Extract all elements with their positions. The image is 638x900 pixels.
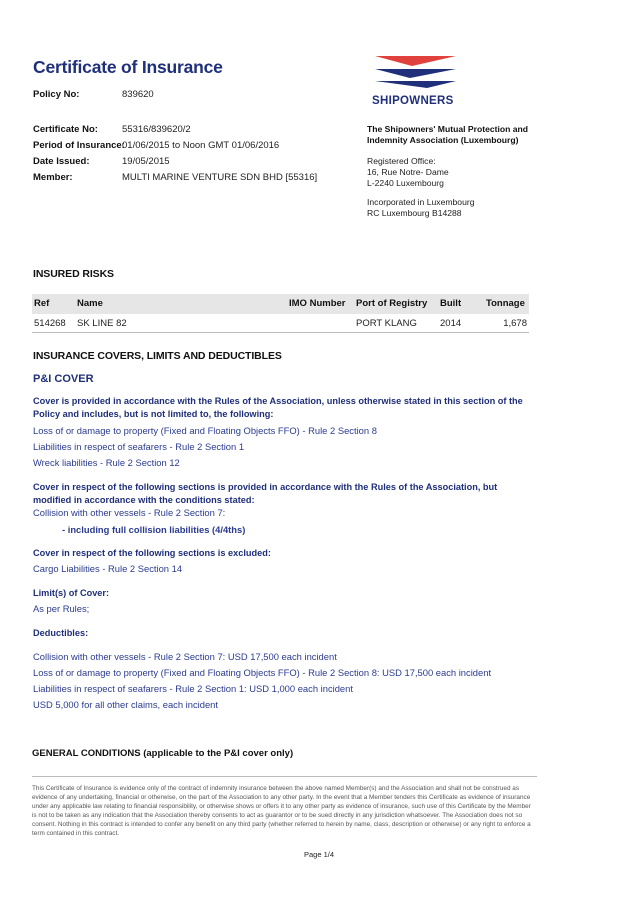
table-divider: [32, 332, 529, 333]
included-item: Liabilities in respect of seafarers - Rule 2 Section 1: [33, 441, 245, 452]
cell-built: 2014: [440, 318, 462, 329]
policy-no-value: 839620: [122, 89, 154, 100]
modified-intro: Cover in respect of the following sections is provided in accordance with the Rules of the Association, but modified in accordance with the conditions stated:: [33, 482, 498, 505]
footer-divider: [32, 776, 537, 777]
deductible-item: Collision with other vessels - Rule 2 Section 7: USD 17,500 each incident: [33, 651, 337, 662]
address-line: L-2240 Luxembourg: [367, 178, 444, 188]
pi-cover-heading: P&I COVER: [33, 373, 94, 385]
cell-port: PORT KLANG: [356, 318, 417, 329]
address-line: RC Luxembourg B14288: [367, 208, 462, 218]
logo-wordmark: SHIPOWNERS: [372, 95, 454, 107]
column-header-port: Port of Registry: [356, 298, 428, 309]
deductible-item: USD 5,000 for all other claims, each incident: [33, 699, 218, 710]
excluded-intro: Cover in respect of the following sections is excluded:: [33, 548, 271, 558]
cell-ref: 514268: [34, 318, 66, 329]
footer-disclaimer: This Certificate of Insurance is evidence only of the contract of indemnity insurance between the above named Member(s) and the Association and shall not be construed as evidence of any undertaking, financial or otherwise, on the part of the Association to any other party. In the event that a Member tenders this Certificate as evidence of insurance under any applicable law relating to financial responsibility, or otherwise shows or offers it to any other party as evidence of insurance, such use of this Certificate by the Member is not to be taken as any indication that the Association thereby consents to act as guarantor or to be sued directly in any jurisdiction whatsoever. The Association does not so consent. Nothing in this contract is intended to confer any benefit on any third party (whether referred to herein by name, class, description or otherwise) or any right to enforce a term contained in this contract.: [32, 785, 531, 837]
covers-heading: INSURANCE COVERS, LIMITS AND DEDUCTIBLES: [33, 350, 282, 362]
member-label: Member:: [33, 172, 73, 183]
period-value: 01/06/2015 to Noon GMT 01/06/2016: [122, 140, 280, 151]
address-line: 16, Rue Notre- Dame: [367, 167, 449, 177]
certificate-no-value: 55316/839620/2: [122, 124, 191, 135]
cell-tonnage: 1,678: [503, 318, 527, 329]
included-item: Wreck liabilities - Rule 2 Section 12: [33, 457, 180, 468]
policy-no-label: Policy No:: [33, 89, 80, 100]
date-issued-label: Date Issued:: [33, 156, 90, 167]
insured-risks-heading: INSURED RISKS: [33, 268, 114, 280]
modified-sub-item: - including full collision liabilities (4/4ths): [62, 524, 246, 535]
page-title: Certificate of Insurance: [33, 57, 223, 77]
association-name: The Shipowners' Mutual Protection and Indemnity Association (Luxembourg): [367, 124, 529, 145]
date-issued-value: 19/05/2015: [122, 156, 170, 167]
cell-name: SK LINE 82: [77, 318, 127, 329]
deductible-item: Loss of or damage to property (Fixed and Floating Objects FFO) - Rule 2 Section 8: USD 17,500 each incident: [33, 667, 492, 678]
limits-value: As per Rules;: [33, 603, 90, 614]
column-header-ref: Ref: [34, 298, 50, 309]
cover-intro: Cover is provided in accordance with the Rules of the Association, unless otherwise stated in this section of the Policy and includes, but is not limited to, the following:: [33, 396, 523, 419]
modified-item: Collision with other vessels - Rule 2 Section 7:: [33, 507, 226, 518]
address-line: Registered Office:: [367, 156, 436, 166]
deductible-item: Liabilities in respect of seafarers - Rule 2 Section 1: USD 1,000 each incident: [33, 683, 353, 694]
limits-heading: Limit(s) of Cover:: [33, 588, 110, 598]
column-header-name: Name: [77, 298, 103, 309]
deductibles-heading: Deductibles:: [33, 628, 89, 638]
page-number: Page 1/4: [303, 850, 335, 859]
excluded-item: Cargo Liabilities - Rule 2 Section 14: [33, 563, 183, 574]
column-header-imo: IMO Number: [289, 298, 346, 309]
included-item: Loss of or damage to property (Fixed and Floating Objects FFO) - Rule 2 Section 8: [33, 425, 377, 436]
column-header-built: Built: [440, 298, 462, 309]
address-line: Incorporated in Luxembourg: [367, 197, 475, 207]
period-label: Period of Insurance:: [33, 140, 125, 151]
certificate-no-label: Certificate No:: [33, 124, 98, 135]
column-header-tonnage: Tonnage: [486, 298, 525, 309]
member-value: MULTI MARINE VENTURE SDN BHD [55316]: [122, 172, 318, 183]
general-conditions-heading: GENERAL CONDITIONS (applicable to the P&I cover only): [32, 748, 294, 759]
